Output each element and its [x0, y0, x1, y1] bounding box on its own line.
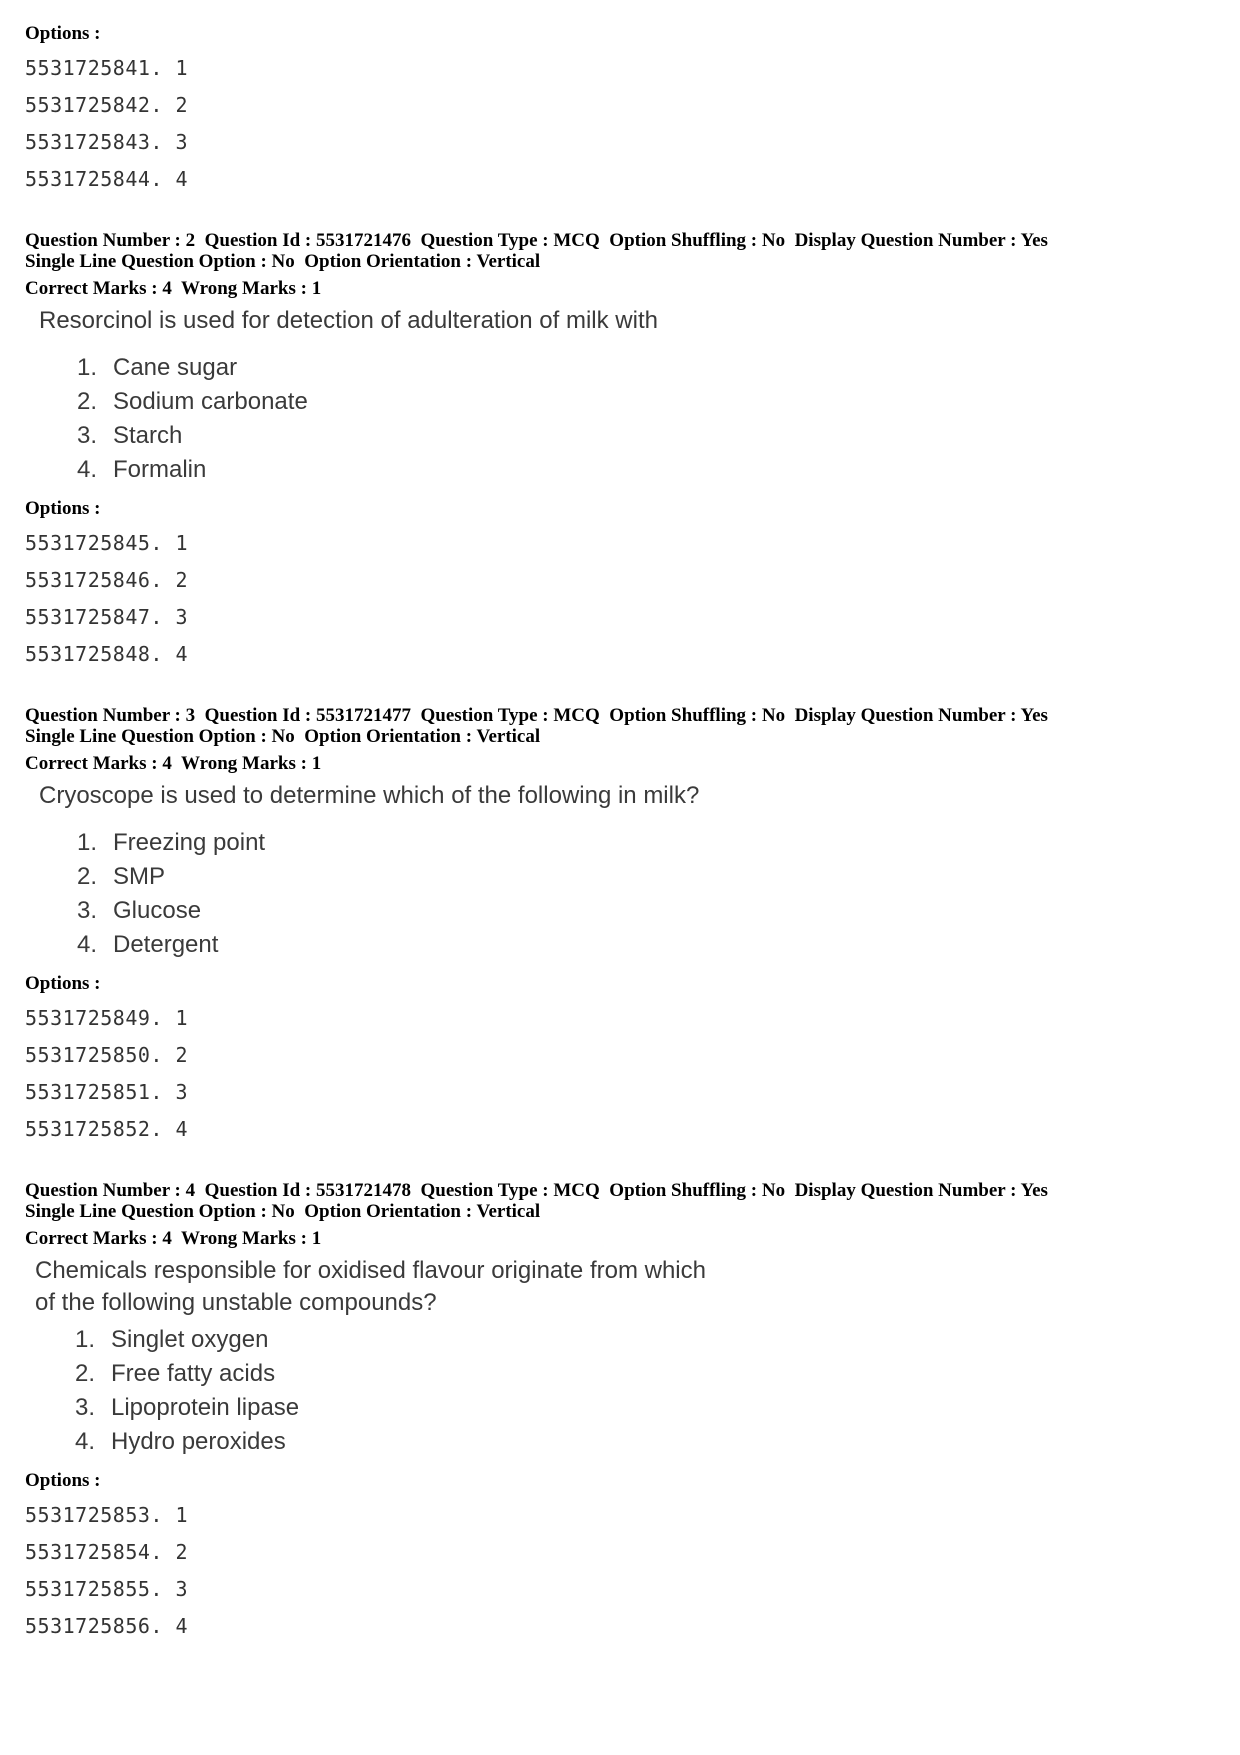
option-id: 5531725850 .	[25, 1043, 176, 1067]
question-choice	[77, 826, 1225, 860]
option-value: 3	[175, 1577, 189, 1601]
option-id: 5531725856 .	[25, 1614, 176, 1638]
option-id: 5531725852 .	[25, 1117, 176, 1141]
option-id: 5531725842 .	[25, 93, 176, 117]
option-id: 5531725851 .	[25, 1080, 176, 1104]
options-label: Options :	[25, 498, 101, 519]
question-choice	[77, 453, 1225, 487]
question-choices	[25, 351, 1225, 487]
question-text-line: Chemicals responsible for oxidised flavour originate from which	[35, 1257, 706, 1284]
choice-text: Singlet oxygen	[111, 1326, 269, 1353]
option-row	[25, 161, 1225, 198]
question-marks-line: Correct Marks : 4 Wrong Marks : 1	[25, 278, 322, 299]
question-choice	[77, 351, 1225, 385]
question-choice	[75, 1425, 1225, 1459]
choice-text: SMP	[113, 863, 166, 890]
option-row	[25, 636, 1225, 673]
question-meta-line: Single Line Question Option : No Option Orientation : Vertical	[25, 251, 541, 272]
options-label: Options :	[25, 973, 101, 994]
choice-number: 1 .	[77, 351, 113, 385]
question-choice	[77, 419, 1225, 453]
choice-text: Glucose	[113, 897, 202, 924]
choice-number: 3 .	[75, 1391, 111, 1425]
question-block-2	[25, 230, 1225, 673]
choice-text: Lipoprotein lipase	[111, 1394, 300, 1421]
option-value: 2	[175, 1540, 189, 1564]
option-row	[25, 1534, 1225, 1571]
question-choice	[75, 1357, 1225, 1391]
option-value: 4	[175, 642, 189, 666]
option-id: 5531725846 .	[25, 568, 176, 592]
question-meta-line: Question Number : 2 Question Id : 5531721476 Question Type : MCQ Option Shuffling : No Display Question Number : Yes	[25, 230, 1048, 251]
option-id: 5531725849 .	[25, 1006, 176, 1030]
question-choice	[75, 1323, 1225, 1357]
question-text-line: of the following unstable compounds?	[35, 1289, 437, 1316]
question-choice	[77, 860, 1225, 894]
question-text	[25, 305, 1225, 337]
question-text	[25, 780, 1225, 812]
choice-number: 3 .	[77, 894, 113, 928]
option-value: 1	[175, 531, 189, 555]
option-value: 3	[175, 130, 189, 154]
option-row	[25, 50, 1225, 87]
question-image	[25, 305, 1225, 487]
question-choice	[77, 928, 1225, 962]
option-row	[25, 1608, 1225, 1645]
option-row	[25, 1571, 1225, 1608]
question-meta-line: Question Number : 3 Question Id : 5531721477 Question Type : MCQ Option Shuffling : No Display Question Number : Yes	[25, 705, 1048, 726]
option-row	[25, 562, 1225, 599]
option-id: 5531725855 .	[25, 1577, 176, 1601]
option-row	[25, 599, 1225, 636]
choice-text: Starch	[113, 422, 183, 449]
option-row	[25, 525, 1225, 562]
option-value: 4	[175, 1117, 189, 1141]
question-meta-line: Single Line Question Option : No Option Orientation : Vertical	[25, 726, 541, 747]
options-label: Options :	[25, 1470, 101, 1491]
option-id: 5531725848 .	[25, 642, 176, 666]
option-row	[25, 1497, 1225, 1534]
choice-number: 1 .	[75, 1323, 111, 1357]
option-id: 5531725854 .	[25, 1540, 176, 1564]
question-marks-line: Correct Marks : 4 Wrong Marks : 1	[25, 1228, 322, 1249]
question-block-3	[25, 705, 1225, 1148]
option-value: 2	[175, 1043, 189, 1067]
question-choice	[77, 385, 1225, 419]
choice-text: Hydro peroxides	[111, 1428, 286, 1455]
option-id: 5531725844 .	[25, 167, 176, 191]
option-row	[25, 124, 1225, 161]
choice-text: Freezing point	[113, 829, 266, 856]
choice-number: 4 .	[77, 453, 113, 487]
choice-text: Formalin	[113, 456, 207, 483]
choice-number: 1 .	[77, 826, 113, 860]
option-value: 1	[175, 1006, 189, 1030]
choice-number: 4 .	[77, 928, 113, 962]
option-id: 5531725843 .	[25, 130, 176, 154]
previous-question-options	[25, 22, 1225, 198]
question-choice	[75, 1391, 1225, 1425]
option-id: 5531725847 .	[25, 605, 176, 629]
choice-number: 2 .	[77, 860, 113, 894]
choice-number: 4 .	[75, 1425, 111, 1459]
choice-number: 2 .	[77, 385, 113, 419]
option-value: 1	[175, 56, 189, 80]
choice-number: 2 .	[75, 1357, 111, 1391]
question-choice	[77, 894, 1225, 928]
option-value: 3	[175, 605, 189, 629]
choice-text: Detergent	[113, 931, 219, 958]
option-row	[25, 1074, 1225, 1111]
options-label: Options :	[25, 23, 101, 44]
choice-number: 3 .	[77, 419, 113, 453]
option-row	[25, 1000, 1225, 1037]
question-meta-line: Question Number : 4 Question Id : 5531721478 Question Type : MCQ Option Shuffling : No Display Question Number : Yes	[25, 1180, 1048, 1201]
question-meta-line: Single Line Question Option : No Option Orientation : Vertical	[25, 1201, 541, 1222]
option-value: 2	[175, 93, 189, 117]
choice-text: Free fatty acids	[111, 1360, 276, 1387]
question-text	[25, 1255, 1225, 1319]
option-value: 2	[175, 568, 189, 592]
question-image	[25, 1255, 1225, 1459]
option-row	[25, 1037, 1225, 1074]
question-block-4	[25, 1180, 1225, 1645]
option-id: 5531725841 .	[25, 56, 176, 80]
option-value: 4	[175, 1614, 189, 1638]
question-text-line: Cryoscope is used to determine which of the following in milk?	[39, 782, 700, 809]
choice-text: Cane sugar	[113, 354, 238, 381]
question-paper-page	[25, 22, 1225, 1645]
question-text-line: Resorcinol is used for detection of adulteration of milk with	[39, 307, 658, 334]
question-marks-line: Correct Marks : 4 Wrong Marks : 1	[25, 753, 322, 774]
question-choices	[25, 1323, 1225, 1459]
option-id: 5531725853 .	[25, 1503, 176, 1527]
option-id: 5531725845 .	[25, 531, 176, 555]
question-choices	[25, 826, 1225, 962]
option-value: 1	[175, 1503, 189, 1527]
option-row	[25, 1111, 1225, 1148]
choice-text: Sodium carbonate	[113, 388, 308, 415]
option-value: 3	[175, 1080, 189, 1104]
question-image	[25, 780, 1225, 962]
option-value: 4	[175, 167, 189, 191]
option-row	[25, 87, 1225, 124]
